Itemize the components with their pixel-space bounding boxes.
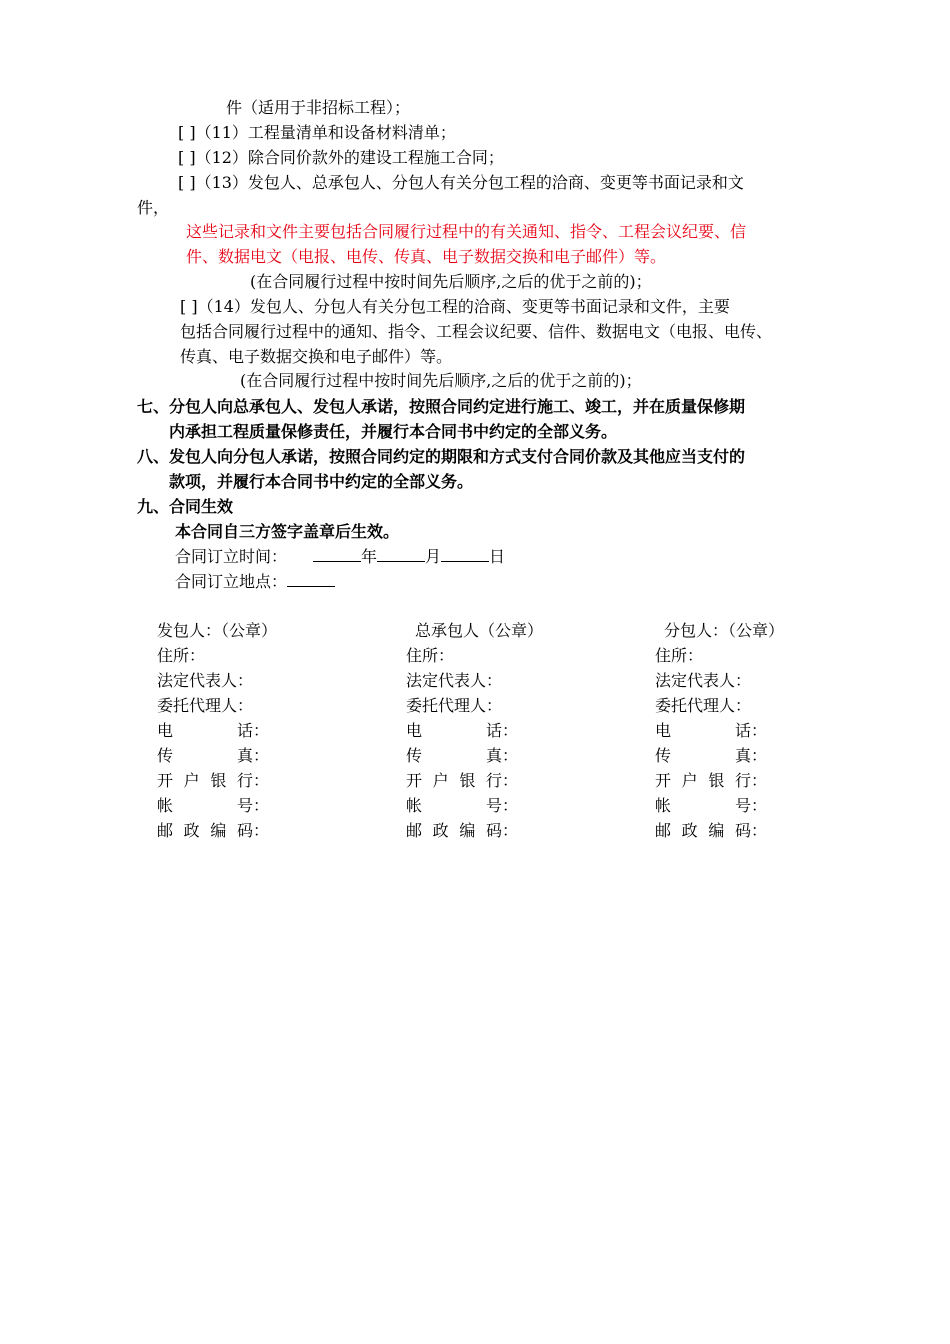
section-8-line2: 款项，并履行本合同书中约定的全部义务。 [169, 472, 474, 491]
gc-address: 住所： [406, 646, 455, 665]
employer-bank: 开 户 银 行： [157, 771, 269, 790]
gc-agent: 委托代理人： [406, 696, 503, 715]
employer-address: 住所： [157, 646, 206, 665]
section-7-line2: 内承担工程质量保修责任，并履行本合同书中约定的全部义务。 [169, 422, 618, 441]
gc-phone: 电 话： [406, 721, 518, 740]
red-note-line1: 这些记录和文件主要包括合同履行过程中的有关通知、指令、工程会议纪要、信 [186, 222, 747, 241]
sub-account: 帐 号： [655, 796, 767, 815]
item-10-continuation: 件（适用于非招标工程）； [226, 98, 411, 117]
sub-postcode: 邮 政 编 码： [655, 821, 767, 840]
month-label: 月 [425, 547, 442, 566]
sign-place-label: 合同订立地点： [175, 572, 288, 591]
section-8-line1: 八、发包人向分包人承诺，按照合同约定的期限和方式支付合同价款及其他应当支付的 [137, 447, 746, 466]
month-blank[interactable] [377, 545, 425, 562]
item-11: [ ]（11）工程量清单和设备材料清单； [178, 123, 456, 142]
sub-fax: 传 真： [655, 746, 767, 765]
item-12: [ ]（12）除合同价款外的建设工程施工合同； [178, 148, 504, 167]
party-sub-title: 分包人：（公章） [664, 621, 785, 640]
employer-legal-rep: 法定代表人： [157, 671, 254, 690]
item-14-line3: 传真、电子数据交换和电子邮件）等。 [180, 347, 453, 366]
place-blank[interactable] [287, 570, 335, 587]
employer-agent: 委托代理人： [157, 696, 254, 715]
year-label: 年 [361, 547, 378, 566]
section-9-heading: 九、合同生效 [137, 497, 234, 516]
order-note-1: (在合同履行过程中按时间先后顺序,之后的优于之前的)； [250, 272, 652, 291]
item-13-line1: [ ]（13）发包人、总承包人、分包人有关分包工程的洽商、变更等书面记录和文 [178, 173, 744, 192]
employer-phone: 电 话： [157, 721, 269, 740]
item-14-line2: 包括合同履行过程中的通知、指令、工程会议纪要、信件、数据电文（电报、电传、 [180, 322, 773, 341]
employer-postcode: 邮 政 编 码： [157, 821, 269, 840]
red-note-line2: 件、数据电文（电报、电传、传真、电子数据交换和电子邮件）等。 [186, 247, 667, 266]
item-14-line1: [ ]（14）发包人、分包人有关分包工程的洽商、变更等书面记录和文件，主要 [180, 297, 730, 316]
section-7-line1: 七、分包人向总承包人、发包人承诺，按照合同约定进行施工、竣工，并在质量保修期 [137, 397, 746, 416]
sub-phone: 电 话： [655, 721, 767, 740]
party-gc-title: 总承包人（公章） [415, 621, 544, 640]
sub-legal-rep: 法定代表人： [655, 671, 752, 690]
section-9-body: 本合同自三方签字盖章后生效。 [175, 522, 400, 541]
employer-fax: 传 真： [157, 746, 269, 765]
sign-date-label: 合同订立时间： [175, 547, 288, 566]
gc-account: 帐 号： [406, 796, 518, 815]
sign-date-row [175, 545, 505, 569]
day-label: 日 [489, 547, 506, 566]
sign-place-row [175, 570, 335, 594]
sub-bank: 开 户 银 行： [655, 771, 767, 790]
employer-account: 帐 号： [157, 796, 269, 815]
party-general-contractor [406, 618, 543, 843]
gc-postcode: 邮 政 编 码： [406, 821, 518, 840]
sub-agent: 委托代理人： [655, 696, 752, 715]
party-employer [157, 618, 277, 843]
item-13-line2: 件， [137, 198, 170, 217]
order-note-2: (在合同履行过程中按时间先后顺序,之后的优于之前的)； [240, 371, 642, 390]
gc-bank: 开 户 银 行： [406, 771, 518, 790]
gc-legal-rep: 法定代表人： [406, 671, 503, 690]
party-subcontractor [655, 618, 784, 843]
gc-fax: 传 真： [406, 746, 518, 765]
sub-address: 住所： [655, 646, 704, 665]
day-blank[interactable] [441, 545, 489, 562]
year-blank[interactable] [313, 545, 361, 562]
party-employer-title: 发包人：（公章） [157, 621, 278, 640]
